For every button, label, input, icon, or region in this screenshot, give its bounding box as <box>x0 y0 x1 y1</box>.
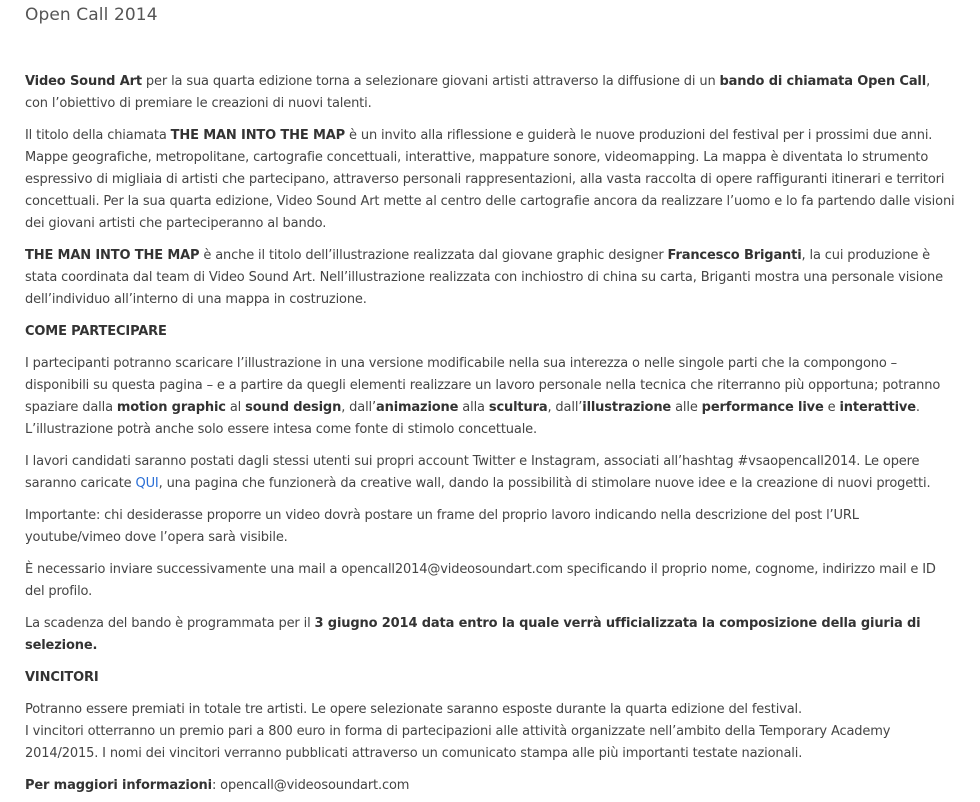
contact-email: : opencall@videosoundart.com <box>211 778 410 793</box>
brand-name: Video Sound Art <box>25 74 142 89</box>
illustration-paragraph: THE MAN INTO THE MAP è anche il titolo dell’illustrazione realizzata dal giovane graphic designer Francesco Briganti, la cui produzione è stata coordinata dal team di Video Sound Art. Nell’illustrazione realizzata con inchiostro di china su carta, Briganti mostra una personale visione dell’individuo all’interno di una mappa in costruzione. <box>25 248 943 307</box>
techniques-paragraph: I partecipanti potranno scaricare l’illustrazione in una versione modificabile nella sua interezza o nelle singole parti che la compongono – disponibili su questa pagina – e a partire da quegli elementi realizzare un lavoro personale nella tecnica che riterranno più opportuna; potranno spaziare dalla motion graphic al sound design, dall’animazione alla scultura, dall’illustrazione alle performance live e interattive. L’illustrazione potrà anche solo essere intesa come fonte di stimolo concettuale. <box>25 356 941 437</box>
illustration-title: THE MAN INTO THE MAP <box>25 248 200 263</box>
qui-link[interactable]: QUI <box>135 476 159 491</box>
intro-paragraph: Video Sound Art per la sua quarta edizione torna a selezionare giovani artisti attraverso la diffusione di un bando di chiamata Open Call, con l’obiettivo di premiare le creazioni di nuovi talenti. <box>25 74 931 111</box>
submission-paragraph: I lavori candidati saranno postati dagli stessi utenti sui propri account Twitter e Instagram, associati all’hashtag #vsaopencall2014. Le opere saranno caricate QUI, una pagina che funzionerà da creative wall, dando la possibilità di stimolare nuove idee e la creazione di nuovi progetti. <box>25 454 931 491</box>
page-title: Open Call 2014 <box>25 5 158 25</box>
designer-name: Francesco Briganti <box>667 248 802 263</box>
important-paragraph: Importante: chi desiderasse proporre un video dovrà postare un frame del proprio lavoro indicando nella descrizione del post l’URL youtube/vimeo dove l’opera sarà visibile. <box>25 508 859 545</box>
deadline-paragraph: La scadenza del bando è programmata per il 3 giugno 2014 data entro la quale verrà ufficializzata la composizione della giuria di selezione. <box>25 616 921 653</box>
section-heading-winners: VINCITORI <box>25 670 99 685</box>
section-heading-how-to: COME PARTECIPARE <box>25 324 167 339</box>
theme-paragraph: Il titolo della chiamata THE MAN INTO THE MAP è un invito alla riflessione e guiderà le nuove produzioni del festival per i prossimi due anni. Mappe geografiche, metropolitane, cartografie concettuali, interattive, mappature sonore, videomapping. La mappa è diventata lo strumento espressivo di migliaia di artisti che partecipano, attraverso personali rappresentazioni, alla vasta raccolta di opere raffiguranti itinerari e territori concettuali. Per la sua quarta edizione, Video Sound Art mette al centro delle cartografie ancora da realizzare l’uomo e lo fa partendo dalle visioni dei giovani artisti che parteciperanno al bando. <box>25 128 955 231</box>
contact-paragraph <box>25 775 956 797</box>
email-paragraph: È necessario inviare successivamente una mail a opencall2014@videosoundart.com specificando il proprio nome, cognome, indirizzo mail e ID del profilo. <box>25 562 936 599</box>
contact-label: Per maggiori informazioni <box>25 778 212 793</box>
call-title: THE MAN INTO THE MAP <box>170 128 346 143</box>
winners-paragraph: Potranno essere premiati in totale tre artisti. Le opere selezionate saranno esposte durante la quarta edizione del festival. I vincitori otterranno un premio pari a 800 euro in forma di partecipazioni alle attività organizzate nell’ambito della Temporary Academy 2014/2015. I nomi dei vincitori verranno pubblicati attraverso un comunicato stampa alle più importanti testate nazionali. <box>25 702 891 761</box>
article-body <box>25 71 956 797</box>
deadline-date: 3 giugno 2014 data entro la quale verrà ufficializzata la composizione della giuria di selezione. <box>25 616 921 653</box>
